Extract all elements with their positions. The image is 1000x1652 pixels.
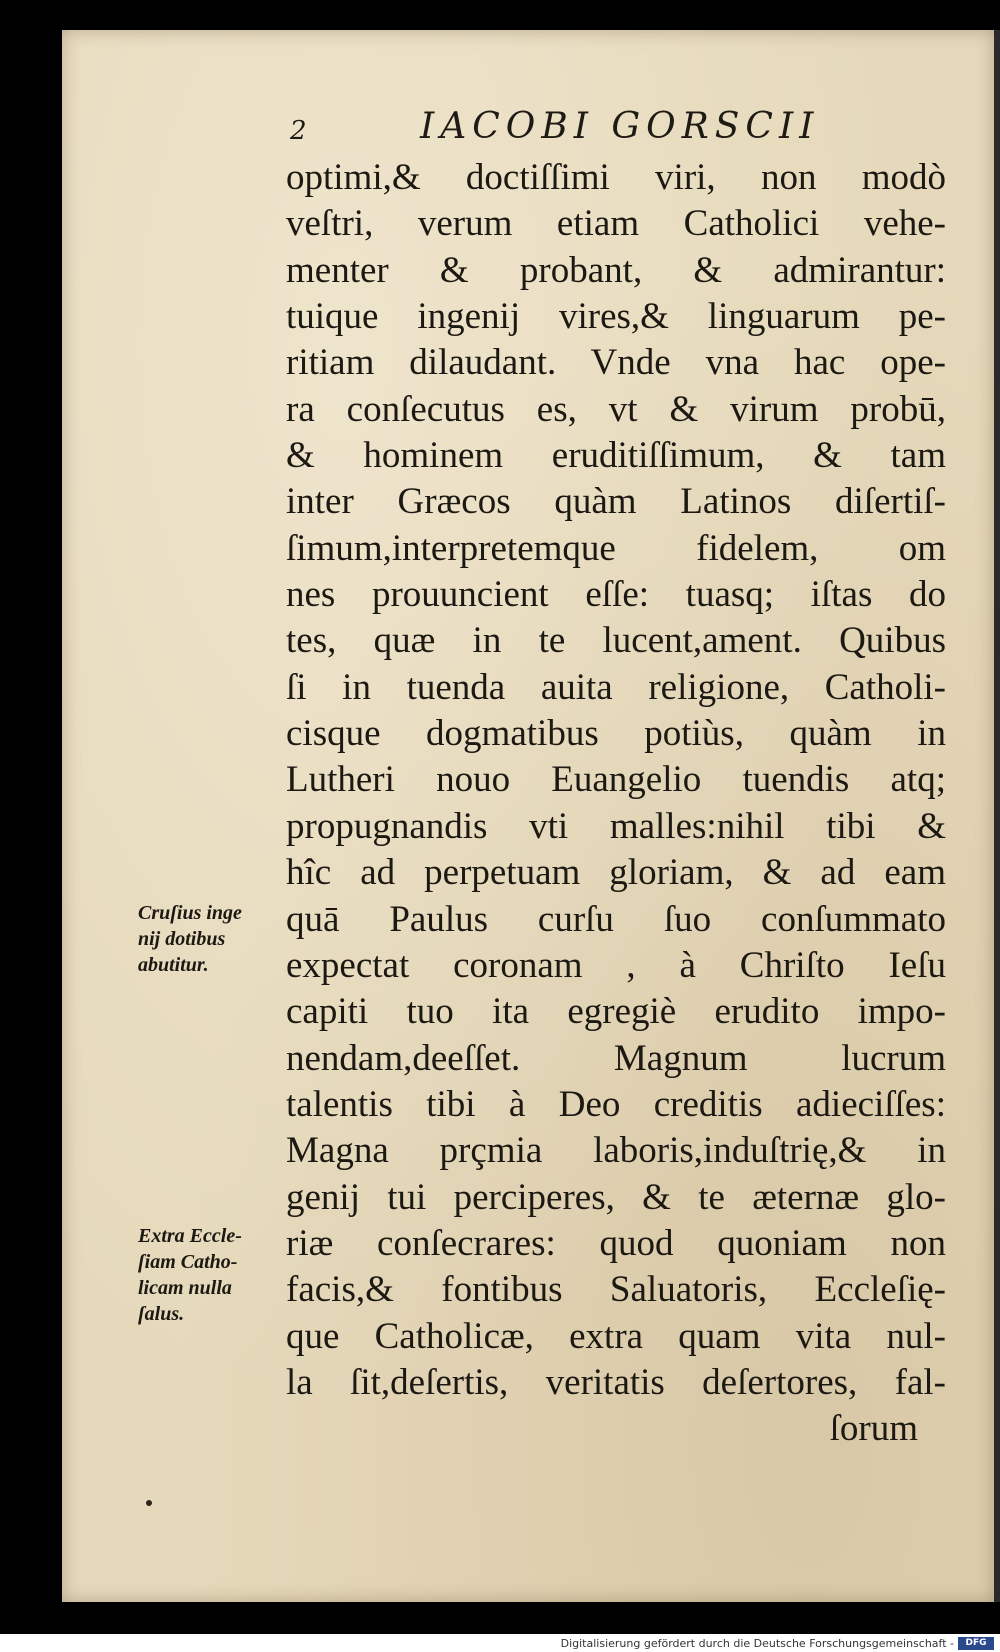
- text-line: que Catholicæ, extra quam vita nul-: [286, 1315, 946, 1357]
- marginal-note: [138, 900, 288, 978]
- marginal-note-line: Extra Eccle-: [138, 1225, 242, 1247]
- marginal-note-line: ſalus.: [138, 1303, 185, 1325]
- catchword-line: ſorum: [829, 1408, 918, 1450]
- page-edge: [994, 30, 1000, 1602]
- text-line: talentis tibi à Deo creditis adieciſſes:: [286, 1083, 946, 1125]
- text-line: riæ conſecrares: quod quoniam non: [286, 1222, 946, 1264]
- text-line: genij tui perciperes, & te æternæ glo-: [286, 1176, 946, 1218]
- text-line: inter Græcos quàm Latinos diſertiſ-: [286, 481, 946, 523]
- footer-credit: Digitalisierung gefördert durch die Deutsche Forschungsgemeinschaft -: [560, 1637, 954, 1650]
- text-line: capiti tuo ita egregiè erudito impo-: [286, 991, 946, 1033]
- text-line: ra conſecutus es, vt & virum probū,: [286, 388, 946, 430]
- dfg-logo: DFG: [958, 1637, 994, 1650]
- page-number: 2: [290, 116, 307, 146]
- marginal-note-line: nij dotibus: [138, 928, 226, 950]
- ink-speck: [146, 1500, 152, 1506]
- text-line: Magna prçmia laboris,induſtrię,& in: [286, 1130, 946, 1172]
- marginal-note-line: Cruſius inge: [138, 902, 242, 924]
- text-line: ſimum,interpretemque fidelem, om: [286, 527, 946, 569]
- text-line: menter & probant, & admirantur:: [286, 249, 946, 291]
- text-line: optimi,& doctiſſimi viri, non modò: [286, 157, 946, 198]
- text-line: ritiam dilaudant. Vnde vna hac ope-: [286, 342, 946, 384]
- text-line: la ſit,deſertis, veritatis deſertores, fal-: [286, 1361, 946, 1403]
- text-line: tes, quæ in te lucent,ament. Quibus: [286, 620, 946, 662]
- marginal-note-line: ſiam Catho-: [138, 1251, 238, 1273]
- text-line: expectat coronam , à Chriſto Ieſu: [286, 944, 946, 986]
- text-line: nes prouuncient eſſe: tuasq; iſtas do: [286, 574, 946, 616]
- text-line: Lutheri nouo Euangelio tuendis atq;: [286, 759, 946, 801]
- text-line: nendam,deeſſet. Magnum lucrum: [286, 1037, 946, 1079]
- text-line: veſtri, verum etiam Catholici vehe-: [286, 203, 946, 245]
- text-line: & hominem eruditiſſimum, & tam: [286, 435, 946, 477]
- text-line: ſi in tuenda auita religione, Catholi-: [286, 666, 946, 708]
- marginal-note-line: licam nulla: [138, 1277, 232, 1299]
- text-line: cisque dogmatibus potiùs, quàm in: [286, 713, 946, 755]
- marginal-note-line: abutitur.: [138, 954, 209, 976]
- running-head: IACOBI GORSCII: [420, 106, 820, 147]
- text-line: propugnandis vti malles:nihil tibi &: [286, 805, 946, 847]
- marginal-note: [138, 1223, 288, 1327]
- page-header: [290, 106, 910, 158]
- text-line: tuique ingenij vires,& linguarum pe-: [286, 296, 946, 338]
- footer-bar: [0, 1634, 1000, 1652]
- body-text: [286, 155, 946, 1453]
- text-line: quā Paulus curſu ſuo conſummato: [286, 898, 946, 940]
- text-line: facis,& fontibus Saluatoris, Eccleſię-: [286, 1269, 946, 1311]
- text-line: hîc ad perpetuam gloriam, & ad eam: [286, 852, 946, 894]
